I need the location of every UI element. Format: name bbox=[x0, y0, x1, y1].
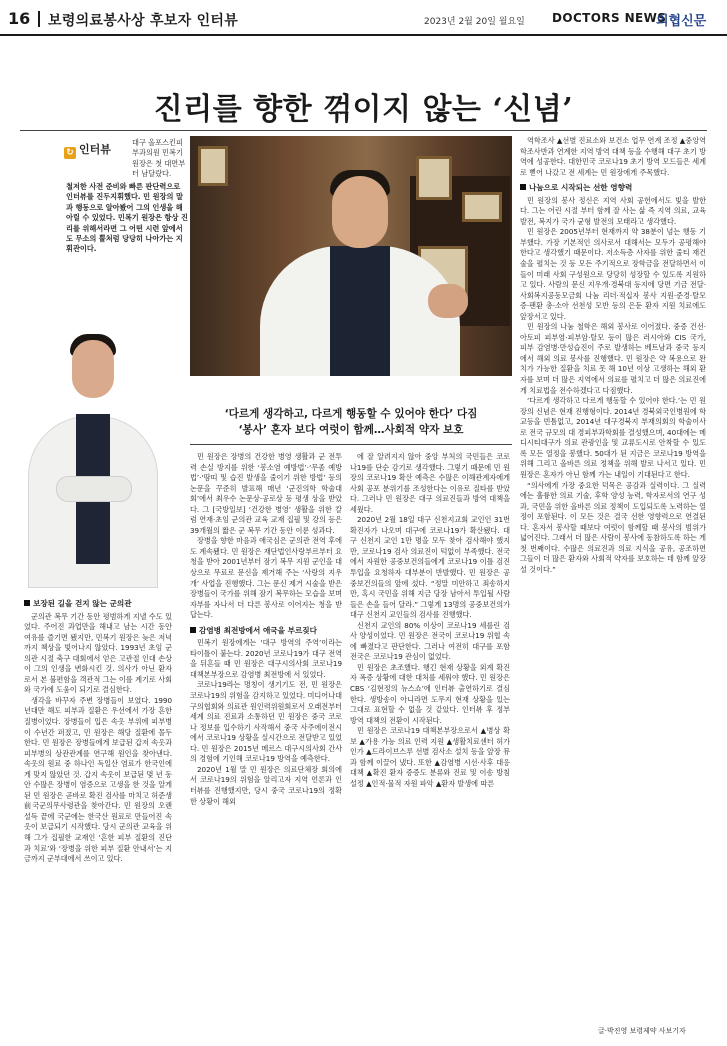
paragraph: 민 원장의 봉사 정신은 지역 사회 공헌에서도 빛을 발한다. 그는 어린 시절 부터 함께 잘 사는 삶 즉 지역 의료, 교육 발전, 복지가 국가 균형 발전의 모태라고 생각했다. bbox=[520, 195, 706, 226]
intro-body: 철저한 사전 준비와 빠른 판단력으로 인터뷰를 진두지휘했다. 민 원장의 말과 행동으로 알아봤어 그의 인생을 해아릴 수 있었다. 민복기 원장은 항상 진리를 위해서라면 그 어떤 시련 앞에서도 무소의 뿔처럼 당당히 나아가는 지휘관이다. bbox=[66, 182, 188, 254]
paper-korean-name: 의협신문 bbox=[656, 14, 707, 29]
square-bullet-icon bbox=[190, 627, 196, 633]
paragraph: 생각을 바꾸자 주변 장병들이 보였다. 1990년대만 해도 피부과 질환은 우선에서 가장 흔한 질병이었다. 장병들이 입은 속옷 부위에 피부병이 수년간 퍼졌고, 민 원장은 해당 질환에 몰두한다. 민 원장은 장병들에게 보급된 갑저 속옷과 피부병의 상관관계를 연구해 원인을 찾아낸다. 속옷의 원료 중 하나인 독일산 염료가 한국인에게 맞지 않았던 것. 갑지 속옷이 보급된 몇 년 동안 수많은 장병이 염증으로 고생을 한 것을 알게 된 민 원장은 곧바로 확진 검사를 마치고 허준생 前국군의무사령관을 찾아간다. 민 원장의 오랜 설득 끝에 국군에는 한국산 원료로 만들어진 속옷이 보급되기 시작했다. 당시 군의관 교육을 위해 그가 집필한 교재인 ‘흔한 피부 질환의 진단과 치료’와 ‘장병을 위한 피부 질환 안내서’는 지금까지 군부대에서 쓰이고 있다. bbox=[24, 695, 172, 864]
interview-tag bbox=[64, 141, 111, 159]
article-column-3 bbox=[350, 452, 510, 790]
paragraph: 2020년 2월 18일 대구 신천지교회 교인인 31번 확진자가 나오며 대구에 코로나19가 확산됐다. 대구 신천지 교인 1만 명을 모두 찾아 검사해야 했지만, 코로나19 검사 의료진이 턱없이 부족했다. 전국에서 자원한 공중보건의들에게 코로나19 이틀 검진 투입을 요청하자 대부분이 반발했다. 민 원장은 공중보건의들의 앞에 섰다. “정말 미안하고 죄송하지만, 혹시 국민을 위해 지금 당장 남아서 투입될 사람들은 손을 들어 달라.” 그렇게 13명의 공중보건의가 대구 신천지 교인들의 검사를 진행했다. bbox=[350, 515, 510, 620]
masthead bbox=[0, 0, 727, 36]
subheadline bbox=[190, 406, 512, 438]
section-heading: 감염병 최전방에서 애국을 부르짖다 bbox=[190, 626, 342, 637]
paragraph: 민 원장은 초조했다. 행긴 현재 상황을 외계 확진자 폭증 상황에 대한 대처를 세워야 했다. 민 원장은 CBS ‘김현정의 뉴스쇼’에 인터뷰 출연하기로 결심한다. 생방송이 아니라면 도무지 현재 상황을 있는 그대로 표현할 수 없을 것 같았다. 인터뷰 후 정부 방역 대책의 전환이 시작된다. bbox=[350, 662, 510, 725]
paragraph: 민 원장의 나눔 철학은 해외 봉사로 이어졌다. 중증 건선·아토피 피부염·피부암·탈모 등이 많은 러시아와 CIS 국가, 피부 감염병·만성습진이 주로 발생하는 베트남과 중국 등지에서 해외 의료 봉사를 진행했다. 민 원장은 약 복용으로 완치가 가능한 질환을 치료 못 해 10년 이상 고생하는 해외 환자를 보며 더 많은 지역에서 의료를 펼치고 더 많은 의료진에게 치료법을 전수하겠다고 다짐했다. bbox=[520, 322, 706, 395]
paragraph: 역학조사 ▲선별 진료소와 보건소 업무 연계 조정 ▲중앙역학조사반과 연계한 지역 방역 대책 등을 수행해 대구 초기 방역에 성공한다. 대한민국 코로나19 초기 방역 모드들은 세계로 뻗어 나갔고 전 세계는 민 원장에게 주목했다. bbox=[520, 136, 706, 177]
paragraph: ‘다르게 생각하고 다르게 행동할 수 있어야 한다.’는 민 원장의 신념은 현재 진행형이다. 2014년 경북외국인병원에 학교등을 빈틈없고, 2014년 대구경북지 부재의회의 학술이사로 전국 규모의 대 경피부과학회를 결성했으며, 40대에는 메디시티대구가 의료 관광인을 및 교류도시로 안착할 수 있도록 모든 열정을 봉했다. 50대가 된 지금은 코로나19 방역을 위해 그리고 올바른 의료 정책을 위해 발로 나서고 있다. 민 원장은 혼자가 아닌 함께 가는 내일이 기대된다고 한다. bbox=[520, 396, 706, 479]
paragraph: 에 잘 알려지지 않아 중앙 부처의 국민들은 코로나19를 단순 감기로 생각했다. 그렇기 때문에 민 원장의 코로나19 확산 예측은 수많은 이해관계자에게 사회 공포 분위기를 조성한다는 이유로 질타를 받았다. 그러나 민 원장은 대구 의료진들과 방역 대책을 세웠다. bbox=[350, 452, 510, 514]
square-bullet-icon bbox=[24, 600, 30, 606]
article-column-4 bbox=[520, 136, 706, 575]
side-photo bbox=[18, 296, 168, 588]
main-photo bbox=[190, 136, 512, 376]
headline-rule bbox=[20, 130, 707, 131]
article-column-2 bbox=[190, 452, 342, 807]
masthead-separator bbox=[38, 11, 40, 27]
subheadline-line-1: ‘다르게 생각하고, 다르게 행동할 수 있어야 한다’ 다짐 bbox=[224, 408, 478, 420]
paragraph: 코로나19라는 명칭이 생기기도 전, 민 원장은 코로나19의 위험을 감지하고 있었다. 미디어나대구의협회와 의료관 원인력위원회로서 오래전부터 세계 의료 진료과 소통하던 민 원장은 중국 코로나 정보를 입수하기 사작해서 중국 사주에이전시에서 코로나19 상황을 실시간으로 전달받고 있었다. 민 원장은 2015년 메르스 대구시의사회 간사의 경험에 기인해 코로나19 방역을 예측한다. bbox=[190, 680, 342, 764]
masthead-rule bbox=[0, 34, 727, 36]
interview-tag-label: 인터뷰 bbox=[79, 143, 111, 156]
paragraph: 군의관 복무 기간 동안 평범하게 지낼 수도 있었다. 주어진 과업만을 해내고 남는 시간 동안 여유를 즐기면 됐지만, 민복기 원장은 늦은 저녁까지 책상을 빛어나지 않았다. 1993년 초임 군의관 시절 축구 대회에서 얻은 고관절 인대 손상이 그의 인생을 변화시킨 것. 의사가 아닌 환자로서 본 불편함을 객관적 그는 이를 계기로 사회와 국가에 도움이 되기로 결심한다. bbox=[24, 611, 172, 695]
paragraph: 장병을 향한 마음과 애국심은 군의관 전역 후에도 계속됐다. 민 원장은 재단법인사랑부르부터 요청을 받아 2001년부터 잠기 복무 지원 군인을 대상으로 무료로 문신을 제거해 주는 ‘사랑의 지우개’ 사업을 진행했다. 그는 문신 제거 시술을 받은 장병들이 국가를 위해 잠기 복무하는 모습을 보며 자부를 자나서 더 다른 봉사로 이어지는 청을 받답는다. bbox=[190, 536, 342, 620]
section-heading: 보장된 길을 걷지 않는 군의관 bbox=[24, 599, 172, 610]
paragraph: 신천지 교인의 80% 이상이 코로나19 세를린 검사 양성이었다. 민 원장은 전국이 코로나19 위협 속에 빠졌다고 판단한다. 그러나 여전히 대구를 포함 전국은 코로나19 관심이 없었다. bbox=[350, 620, 510, 662]
square-bullet-icon bbox=[520, 184, 526, 190]
subheadline-rule bbox=[190, 444, 512, 445]
page-number: 16 bbox=[8, 9, 31, 28]
author-credit: 글·박진영 보령제약 사보기자 bbox=[598, 1027, 686, 1035]
section-heading: 나눔으로 시작되는 선한 영향력 bbox=[520, 183, 706, 194]
publication-date: 2023년 2월 20일 월요일 bbox=[424, 17, 525, 27]
article-column-1 bbox=[24, 594, 172, 865]
paragraph: 민 원장은 2005년부터 현재까지 약 38분이 넘는 행동 기부했다. 가장 기본적인 의사로서 대해서는 모두가 공평해야 한다고 생각했기 때문이다. 저소득층 사자를 위한 줄티 재건술을 펼치는 것 등 모든 주기적으로 장학금을 전달하면서 이들이 미래 사회 구성원으로 당당히 성장할 수 있도록 지원하고 있다. 사람의 문신 지우개·경북대 등지에 당면 기금 전달·사회복지공동모금회 나눔 리더·적십자 봉사 지원·준경·탈모증·팬환 총·소아 선천성 모반 등의 은둔 환자 지원 치료에도 앞장서고 있다. bbox=[520, 227, 706, 321]
paragraph: “의사에게 가장 중요한 덕목은 공감과 실력이다. 그 실력에는 훌륭한 의료 기술, 후학 양성 능력, 학자로서의 연구 성과, 국민을 위한 올바른 의료 정책이 도입되도록 노력하는 열정이 포함된다. 이 모든 것은 결국 선한 영향력으로 연결된다. 혼자서 봉사할 때보다 여럿이 함께할 때 봉사의 범위가 넓어진다. 그래서 더 많은 사람이 봉사에 동참하도록 하는 게 첫 번째이다. 수많은 의료진과 의료 지식을 공유, 공조하면 그들이 더 많은 환자와 사회적 약자를 보호하는 데 함께 앞장설 것이다.” bbox=[520, 480, 706, 574]
headline: 진리를 향한 꺾이지 않는 ‘신념’ bbox=[153, 92, 574, 127]
paragraph: 2020년 1월 말 민 원장은 의료단체장 회의에서 코로나19의 위험을 알리고자 지역 언론과 인터뷰를 진행했지만, 당시 중국 코로나19의 정확한 상황이 해외 bbox=[190, 764, 342, 806]
paragraph: 민복기 원장에게는 ‘대구 방역의 주역’이라는 타이틀이 붙는다. 2020년 코로나19가 대구 전역을 뒤흔들 때 민 원장은 대구시의사회 코로나19 대책본부장으로 감염병 최전방에 서 있었다. bbox=[190, 638, 342, 679]
section-title: 보령의료봉사상 후보자 인터뷰 bbox=[48, 13, 239, 29]
paragraph: 민 원장은 장병의 건강한 병영 생활과 군 전투력 손실 방지를 위한 ‘봉소염 예방법’·‘무좀 예방법’·‘땀띠 및 습진 발생을 줄이기 위한 방법’ 등의 논문을 꾸준히 발표해 매년 ‘군진의학 학술대회’에서 최우수 논문상·공로상 등 평생 상을 받았다. 그 [국방일보] ‘건강한 병영’ 생활을 위한 칼럼 연재·초임 군의관 교육 교재 집필 및 강의 등은 39개월의 짧은 군 복무 기간 동안 이룬 성과다. bbox=[190, 452, 342, 535]
paper-name: DOCTORS NEWS bbox=[552, 11, 667, 25]
paragraph: 민 원장은 코로나19 대책본부장으로서 ▲병상 확보 ▲가용 가능 의료 인력 지원 ▲생활치료센터 허가 인가 ▲드라이브스루 선별 검사소 설치 등을 앞장 뮤과 함께 이끌어 냈다. 또한 ▲감염병 시선·사후 대응 대책 ▲확진 환자 증증도 분류와 진료 및 이송 방침 설정 ▲인적·물적 자원 파악 ▲환자 발생에 따른 bbox=[350, 726, 510, 788]
subheadline-line-2: ‘봉사’ 혼자 보다 여럿이 함께…사회적 약자 보호 bbox=[238, 424, 464, 436]
intro-lead: 대구 올포스킨피부과의원 민복기 원장은 첫 대면부터 남달랐다. bbox=[132, 138, 186, 179]
arrow-icon: ↻ bbox=[64, 147, 76, 159]
